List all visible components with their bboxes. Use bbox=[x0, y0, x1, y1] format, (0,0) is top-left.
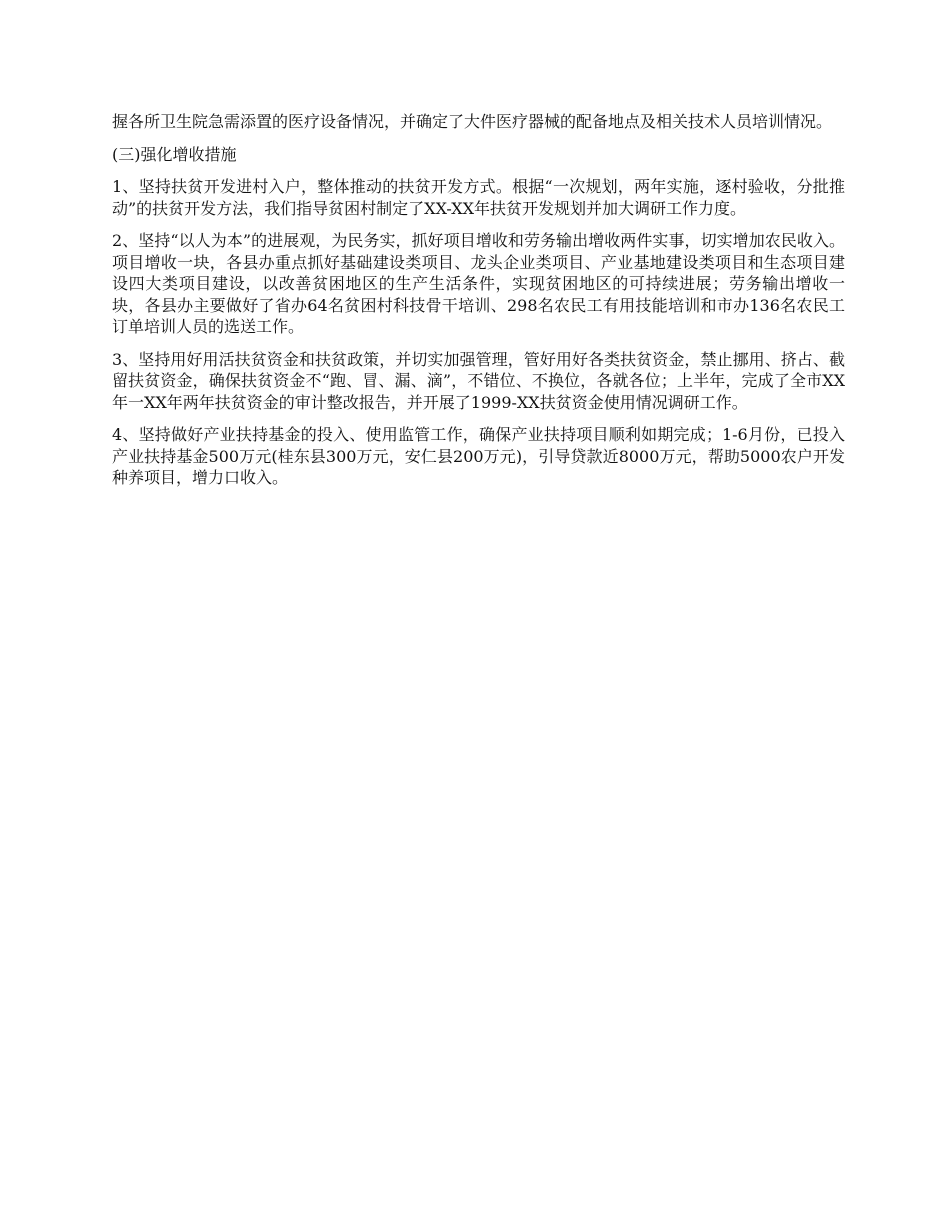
section-heading: (三)强化增收措施 bbox=[112, 144, 237, 164]
paragraph-item-3: 3、坚持用好用活扶贫资金和扶贫政策，并切实加强管理，管好用好各类扶贫资金，禁止挪用、挤占、截留扶贫资金，确保扶贫资金不“跑、冒、漏、滴”，不错位、不换位，各就各位；上半年，完成了全市XX年一XX年两年扶贫资金的审计整改报告，并开展了1999-XX扶贫资金使用情况调研工作。 bbox=[112, 349, 845, 412]
paragraph-item-4: 4、坚持做好产业扶持基金的投入、使用监管工作，确保产业扶持项目顺利如期完成；1-6月份，已投入产业扶持基金500万元(桂东县300万元，安仁县200万元)，引导贷款近8000万元，帮助5000农户开发种养项目，增力口收入。 bbox=[112, 425, 845, 487]
document-body bbox=[112, 111, 845, 500]
paragraph-item-1: 1、坚持扶贫开发进村入户，整体推动的扶贫开发方式。根据“一次规划，两年实施，逐村验收，分批推动”的扶贫开发方法，我们指导贫困村制定了XX-XX年扶贫开发规划并加大调研工作力度。 bbox=[112, 177, 845, 218]
paragraph-item-2: 2、坚持“以人为本”的进展观，为民务实，抓好项目增收和劳务输出增收两件实事，切实增加农民收入。项目增收一块，各县办重点抓好基础建设类项目、龙头企业类项目、产业基地建设类项目和生态项目建设四大类项目建设，以改善贫困地区的生产生活条件，实现贫困地区的可持续进展；劳务输出增收一块，各县办主要做好了省办64名贫困村科技骨干培训、298名农民工有用技能培训和市办136名农民工订单培训人员的选送工作。 bbox=[112, 231, 845, 336]
paragraph-continuation: 握各所卫生院急需添置的医疗设备情况，并确定了大件医疗器械的配备地点及相关技术人员培训情况。 bbox=[112, 112, 833, 131]
